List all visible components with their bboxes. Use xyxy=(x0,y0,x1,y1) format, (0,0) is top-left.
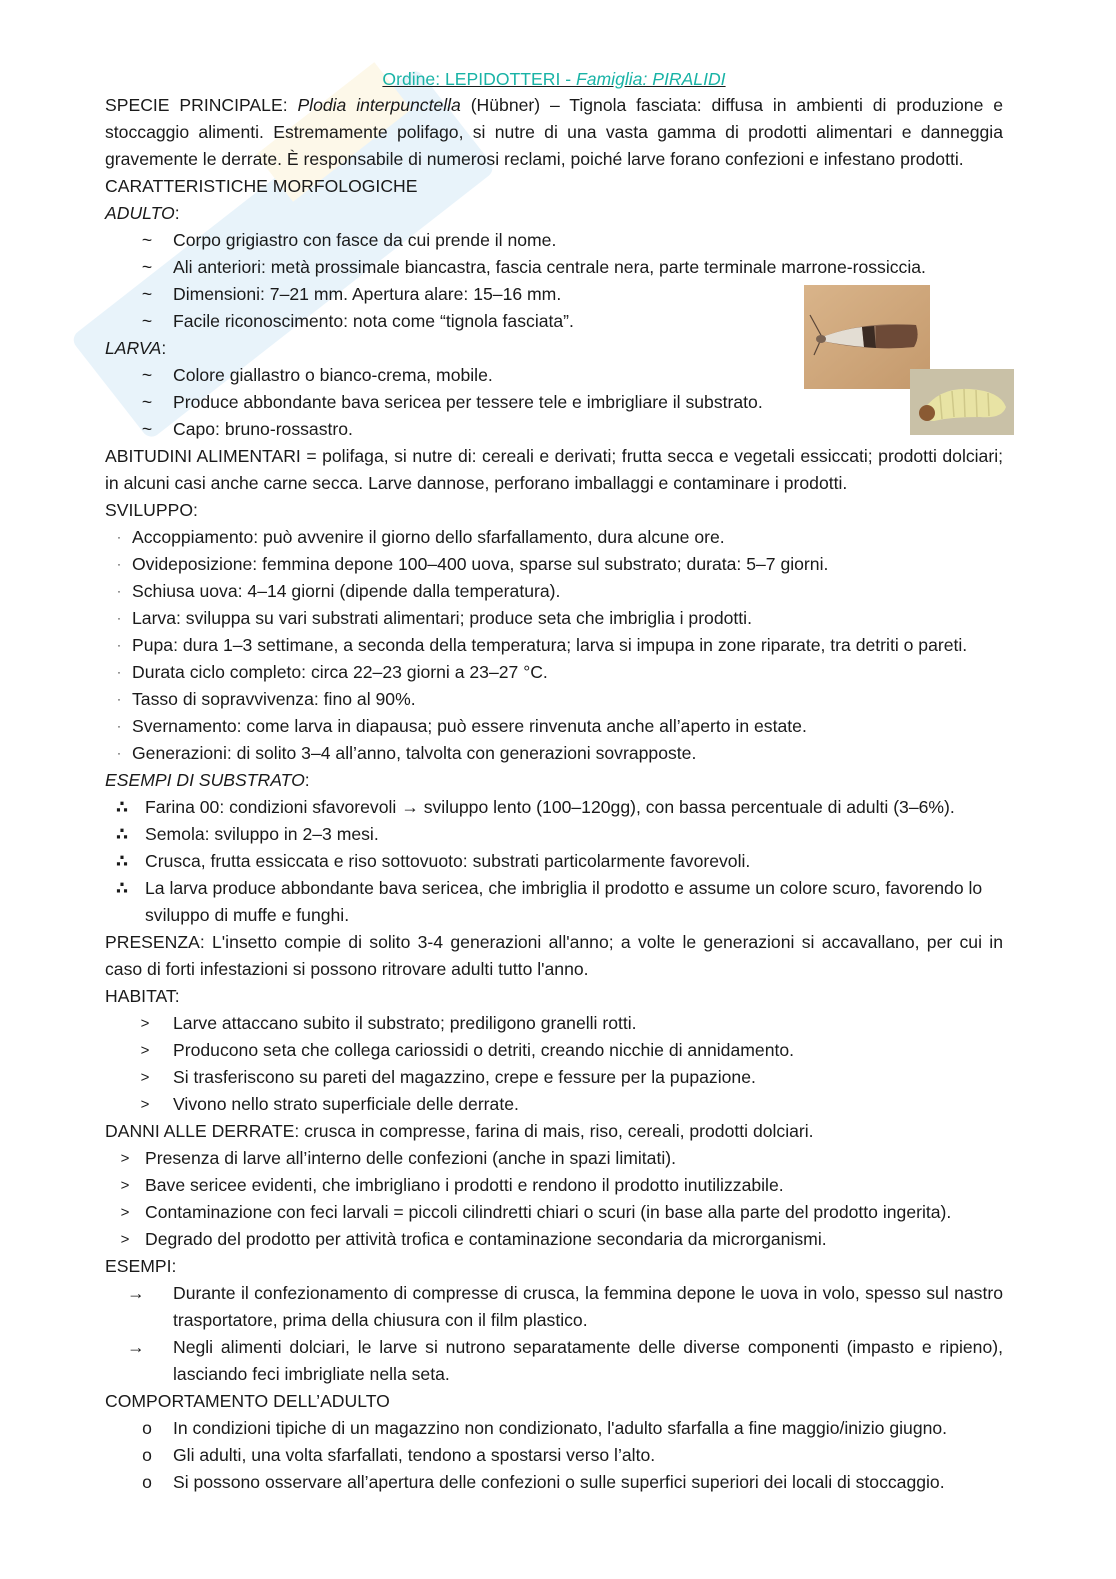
damage-list xyxy=(105,1145,1003,1253)
habitat-heading: HABITAT: xyxy=(105,986,180,1006)
intro-paragraph xyxy=(105,92,1003,173)
dot-bullet: · xyxy=(117,692,121,706)
circle-bullet: o xyxy=(142,1418,152,1438)
list-item: · Tasso di sopravvivenza: fino al 90%. xyxy=(105,686,1003,713)
list-item: · Durata ciclo completo: circa 22–23 giorni a 23–27 °C. xyxy=(105,659,1003,686)
list-item: · Pupa: dura 1–3 settimane, a seconda della temperatura; larva si impupa in zone riparate, tra detriti o pareti. xyxy=(105,632,1003,659)
list-item: · Svernamento: come larva in diapausa; può essere rinvenuta anche all’aperto in estate. xyxy=(105,713,1003,740)
chevron-bullet: > xyxy=(140,1096,150,1113)
list-item: > Bave sericee evidenti, che imbrigliano i prodotti e rendono il prodotto inutilizzabile. xyxy=(105,1172,1003,1199)
list-item: > Vivono nello strato superficiale delle derrate. xyxy=(105,1091,1003,1118)
examples-list xyxy=(105,1280,1003,1388)
chevron-bullet: > xyxy=(120,1177,130,1194)
tilde-bullet: ~ xyxy=(141,257,153,277)
tilde-bullet: ~ xyxy=(141,311,153,331)
development-list xyxy=(105,524,1003,767)
morphology-heading: CARATTERISTICHE MORFOLOGICHE xyxy=(105,176,418,196)
dot-bullet: · xyxy=(117,557,121,571)
list-item: ∴ Crusca, frutta essiccata e riso sottovuoto: substrati particolarmente favorevoli. xyxy=(105,848,1003,875)
dot-bullet: · xyxy=(117,638,121,652)
behavior-list xyxy=(105,1415,1003,1496)
tilde-bullet: ~ xyxy=(141,230,153,250)
therefore-bullet: ∴ xyxy=(115,824,129,844)
dot-bullet: · xyxy=(117,584,121,598)
list-item: · Ovideposizione: femmina depone 100–400 uova, sparse sul substrato; durata: 5–7 giorni. xyxy=(105,551,1003,578)
chevron-bullet: > xyxy=(140,1069,150,1086)
intro-text: (Hübner) – Tignola fasciata: diffusa in ambienti di produzione e stoccaggio alimenti. Estremamente polifago, si nutre di una vasta gamma di prodotti alimentari e danneggia gravemente le derrate. È responsabile di numerosi reclami, poiché larve forano confezioni e infestano prodotti. xyxy=(105,95,1004,169)
title-family: Famiglia: PIRALIDI xyxy=(575,69,726,89)
document-title xyxy=(105,66,1003,92)
dot-bullet: · xyxy=(117,665,121,679)
list-item: ~ Produce abbondante bava sericea per tessere tele e imbrigliare il substrato. xyxy=(105,389,805,416)
list-item: · Generazioni: di solito 3–4 all’anno, talvolta con generazioni sovrapposte. xyxy=(105,740,1003,767)
chevron-bullet: > xyxy=(120,1204,130,1221)
tilde-bullet: ~ xyxy=(141,419,153,439)
list-item: o Si possono osservare all’apertura delle confezioni o sulle superfici superiori dei locali di stoccaggio. xyxy=(105,1469,1003,1496)
behavior-heading: COMPORTAMENTO DELL’ADULTO xyxy=(105,1391,390,1411)
list-item: · Larva: sviluppa su vari substrati alimentari; produce seta che imbriglia i prodotti. xyxy=(105,605,1003,632)
chevron-bullet: > xyxy=(140,1042,150,1059)
list-item: > Presenza di larve all’interno delle confezioni (anche in spazi limitati). xyxy=(105,1145,1003,1172)
list-item: ~ Colore giallastro o bianco-crema, mobile. xyxy=(105,362,805,389)
list-item: ~ Dimensioni: 7–21 mm. Apertura alare: 15–16 mm. xyxy=(105,281,1003,308)
list-item: ∴ Farina 00: condizioni sfavorevoli → sviluppo lento (100–120gg), con bassa percentuale di adulti (3–6%). xyxy=(105,794,1003,821)
intro-label: SPECIE PRINCIPALE: xyxy=(105,95,298,115)
list-item: ∴ La larva produce abbondante bava sericea, che imbriglia il prodotto e assume un colore scuro, favorendo lo sviluppo di muffe e funghi. xyxy=(105,875,1003,929)
list-item: o Gli adulti, una volta sfarfallati, tendono a spostarsi verso l’alto. xyxy=(105,1442,1003,1469)
chevron-bullet: > xyxy=(120,1231,130,1248)
damage-heading: DANNI ALLE DERRATE: crusca in compresse, farina di mais, riso, cereali, prodotti dolciari. xyxy=(105,1121,814,1141)
development-heading: SVILUPPO: xyxy=(105,500,198,520)
adult-list xyxy=(105,227,1003,335)
tilde-bullet: ~ xyxy=(141,392,153,412)
therefore-bullet: ∴ xyxy=(115,797,129,817)
arrow-bullet: → xyxy=(127,1283,145,1303)
adult-heading: ADULTO: xyxy=(105,203,180,223)
substrate-examples-list xyxy=(105,794,1003,929)
therefore-bullet: ∴ xyxy=(115,851,129,871)
list-item: · Accoppiamento: può avvenire il giorno dello sfarfallamento, dura alcune ore. xyxy=(105,524,1003,551)
dot-bullet: · xyxy=(117,746,121,760)
examples-heading: ESEMPI: xyxy=(105,1256,177,1276)
list-item: ~ Capo: bruno-rossastro. xyxy=(105,416,805,443)
larva-heading: LARVA: xyxy=(105,338,167,358)
habitat-list xyxy=(105,1010,1003,1118)
list-item: → Durante il confezionamento di compresse di crusca, la femmina depone le uova in volo, spesso sul nastro trasportatore, prima della chiusura con il film plastico. xyxy=(105,1280,1003,1334)
list-item: > Contaminazione con feci larvali = piccoli cilindretti chiari o scuri (in base alla parte del prodotto ingerita). xyxy=(105,1199,1003,1226)
circle-bullet: o xyxy=(142,1445,152,1465)
document-page xyxy=(105,66,1003,1496)
list-item: · Schiusa uova: 4–14 giorni (dipende dalla temperatura). xyxy=(105,578,1003,605)
list-item: > Si trasferiscono su pareti del magazzino, crepe e fessure per la pupazione. xyxy=(105,1064,1003,1091)
species-name: Plodia interpunctella xyxy=(297,95,461,115)
list-item: > Producono seta che collega cariossidi o detriti, creando nicchie di annidamento. xyxy=(105,1037,1003,1064)
arrow-bullet: → xyxy=(127,1337,145,1357)
substrate-examples-heading: ESEMPI DI SUBSTRATO: xyxy=(105,770,310,790)
list-item: ~ Corpo grigiastro con fasce da cui prende il nome. xyxy=(105,227,1003,254)
list-item: → Negli alimenti dolciari, le larve si nutrono separatamente delle diverse componenti (impasto e ripieno), lasciando feci imbrigliate nella seta. xyxy=(105,1334,1003,1388)
dot-bullet: · xyxy=(117,530,121,544)
chevron-bullet: > xyxy=(140,1015,150,1032)
tilde-bullet: ~ xyxy=(141,284,153,304)
chevron-bullet: > xyxy=(120,1150,130,1167)
presence-paragraph: PRESENZA: L'insetto compie di solito 3-4 generazioni all'anno; a volte le generazioni si accavallano, per cui in caso di forti infestazioni si possono ritrovare adulti tutto l'anno. xyxy=(105,932,1003,979)
feeding-habits-paragraph: ABITUDINI ALIMENTARI = polifaga, si nutre di: cereali e derivati; frutta secca e vegetali essiccati; prodotti dolciari; in alcuni casi anche carne secca. Larve dannose, perforano imballaggi e contaminare i prodotti. xyxy=(105,446,1003,493)
title-order: Ordine: LEPIDOTTERI - xyxy=(382,69,576,89)
list-item: > Degrado del prodotto per attività trofica e contaminazione secondaria da microrganismi. xyxy=(105,1226,1003,1253)
list-item: > Larve attaccano subito il substrato; prediligono granelli rotti. xyxy=(105,1010,1003,1037)
list-item: o In condizioni tipiche di un magazzino non condizionato, l'adulto sfarfalla a fine maggio/inizio giugno. xyxy=(105,1415,1003,1442)
list-item: ~ Facile riconoscimento: nota come “tignola fasciata”. xyxy=(105,308,1003,335)
tilde-bullet: ~ xyxy=(141,365,153,385)
therefore-bullet: ∴ xyxy=(115,878,129,898)
list-item: ∴ Semola: sviluppo in 2–3 mesi. xyxy=(105,821,1003,848)
larva-list xyxy=(105,362,805,443)
dot-bullet: · xyxy=(117,611,121,625)
dot-bullet: · xyxy=(117,719,121,733)
circle-bullet: o xyxy=(142,1472,152,1492)
list-item: ~ Ali anteriori: metà prossimale biancastra, fascia centrale nera, parte terminale marrone-rossiccia. xyxy=(105,254,1003,281)
